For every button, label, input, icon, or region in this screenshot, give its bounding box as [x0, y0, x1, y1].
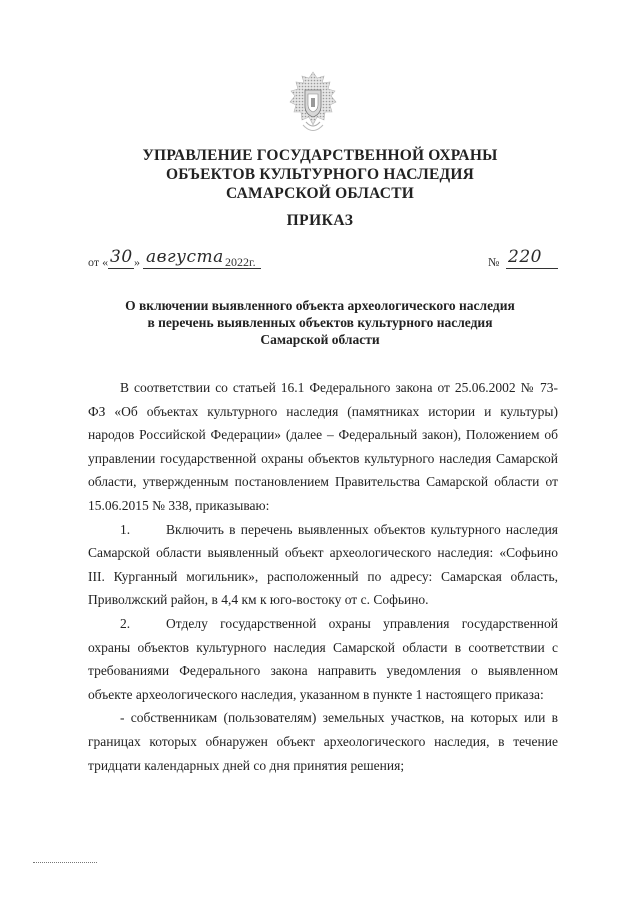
subject-line-2: в перечень выявленных объектов культурного наследия	[147, 315, 493, 330]
order-subitem-1: - собственникам (пользователям) земельных участков, на которых или в границах которых обнаружен объект археологического наследия, в течение тридцати календарных дней со дня принятия решения;	[88, 710, 558, 773]
preamble-paragraph: В соответствии со статьей 16.1 Федерального закона от 25.06.2002 № 73-ФЗ «Об объектах культурного наследия (памятниках истории и культуры) народов Российской Федерации» (далее – Федеральный закон), Положением об управлении государственной охраны объектов культурного наследия Самарской области, утвержденным постановлением Правительства Самарской области от 15.06.2015 № 338, приказываю:	[88, 380, 558, 513]
order-item-1	[88, 518, 558, 612]
date-number-row	[88, 247, 558, 273]
order-item-2	[88, 612, 558, 706]
day-underline	[108, 268, 134, 269]
coat-of-arms-icon	[286, 70, 340, 136]
document-number: 220	[508, 247, 542, 267]
date-month: августа	[146, 247, 224, 267]
item-2-text: Отделу государственной охраны управления государственной охраны объектов культурного наследия Самарской области в соответствии с требованиями Федерального закона направить уведомления о выявленном объекте археологического наследия, указанном в пункте 1 настоящего приказа:	[88, 615, 558, 702]
date-year: 2022г.	[225, 255, 256, 269]
date-day: 30	[110, 247, 133, 267]
agency-line-1: УПРАВЛЕНИЕ ГОСУДАРСТВЕННОЙ ОХРАНЫ	[142, 147, 498, 164]
agency-name	[0, 146, 640, 203]
item-2-number: 2.	[120, 615, 131, 631]
document-subject	[0, 297, 640, 348]
month-underline	[143, 268, 261, 269]
subject-line-3: Самарской области	[260, 332, 380, 347]
item-1-number: 1.	[120, 521, 131, 537]
agency-line-2: ОБЪЕКТОВ КУЛЬТУРНОГО НАСЛЕДИЯ	[165, 166, 475, 183]
document-type: ПРИКАЗ	[286, 212, 354, 229]
date-quote-close: »	[134, 255, 140, 269]
document-body	[88, 376, 558, 777]
item-1-text: Включить в перечень выявленных объектов культурного наследия Самарской области выявленный объект археологического наследия: «Софьино III. Курганный могильник», расположенный по адресу: Самарская область, Приволжский район, в 4,4 км к юго-востоку от с. Софьино.	[88, 521, 558, 608]
agency-line-3: САМАРСКОЙ ОБЛАСТИ	[225, 185, 414, 202]
footer-divider	[33, 862, 97, 864]
subject-line-1: О включении выявленного объекта археологического наследия	[125, 298, 515, 313]
number-label: №	[488, 255, 500, 269]
date-prefix: от «	[88, 255, 109, 269]
number-underline	[506, 268, 558, 269]
